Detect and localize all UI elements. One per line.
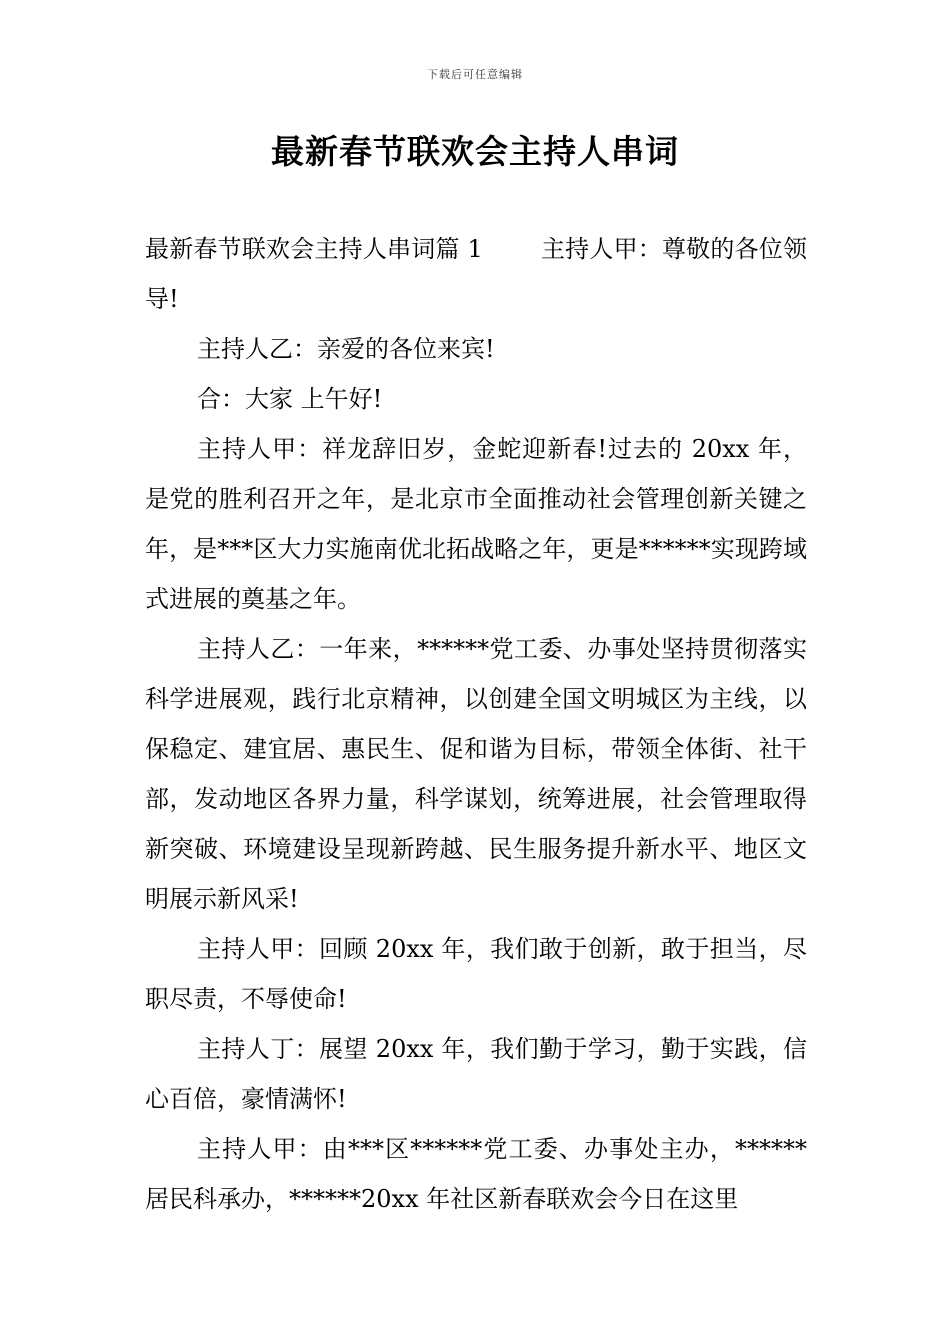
paragraph: 主持人甲：回顾 20xx 年，我们敢于创新，敢于担当，尽职尽责，不辱使命! bbox=[145, 935, 807, 1013]
first-paragraph bbox=[145, 224, 807, 324]
header-note: 下载后可任意编辑 bbox=[427, 68, 523, 81]
paragraph: 主持人乙：一年来，******党工委、办事处坚持贯彻落实科学进展观，践行北京精神，以创建全国文明城区为主线，以保稳定、建宜居、惠民生、促和谐为目标，带领全体街、社干部，发动地区各界力量，科学谋划，统筹进展，社会管理取得新突破、环境建设呈现新跨越、民生服务提升新水平、地区文明展示新风采! bbox=[145, 635, 807, 913]
document-body bbox=[145, 224, 807, 1224]
section-heading: 最新春节联欢会主持人串词篇 1 bbox=[145, 235, 483, 263]
document-title: 最新春节联欢会主持人串词 bbox=[271, 132, 679, 171]
paragraph: 合：大家 上午好! bbox=[197, 385, 383, 413]
paragraph-text: 主持人甲：尊敬的各位领导! bbox=[145, 235, 807, 313]
paragraph: 主持人丁：展望 20xx 年，我们勤于学习，勤于实践，信心百倍，豪情满怀! bbox=[145, 1035, 807, 1113]
paragraph: 主持人甲：祥龙辞旧岁，金蛇迎新春!过去的 20xx 年，是党的胜利召开之年，是北京市全面推动社会管理创新关键之年，是***区大力实施南优北拓战略之年，更是******实现跨域式进展的奠基之年。 bbox=[145, 435, 807, 613]
paragraph: 主持人甲：由***区******党工委、办事处主办，******居民科承办，******20xx 年社区新春联欢会今日在这里 bbox=[145, 1135, 807, 1213]
paragraph: 主持人乙：亲爱的各位来宾! bbox=[197, 335, 495, 363]
